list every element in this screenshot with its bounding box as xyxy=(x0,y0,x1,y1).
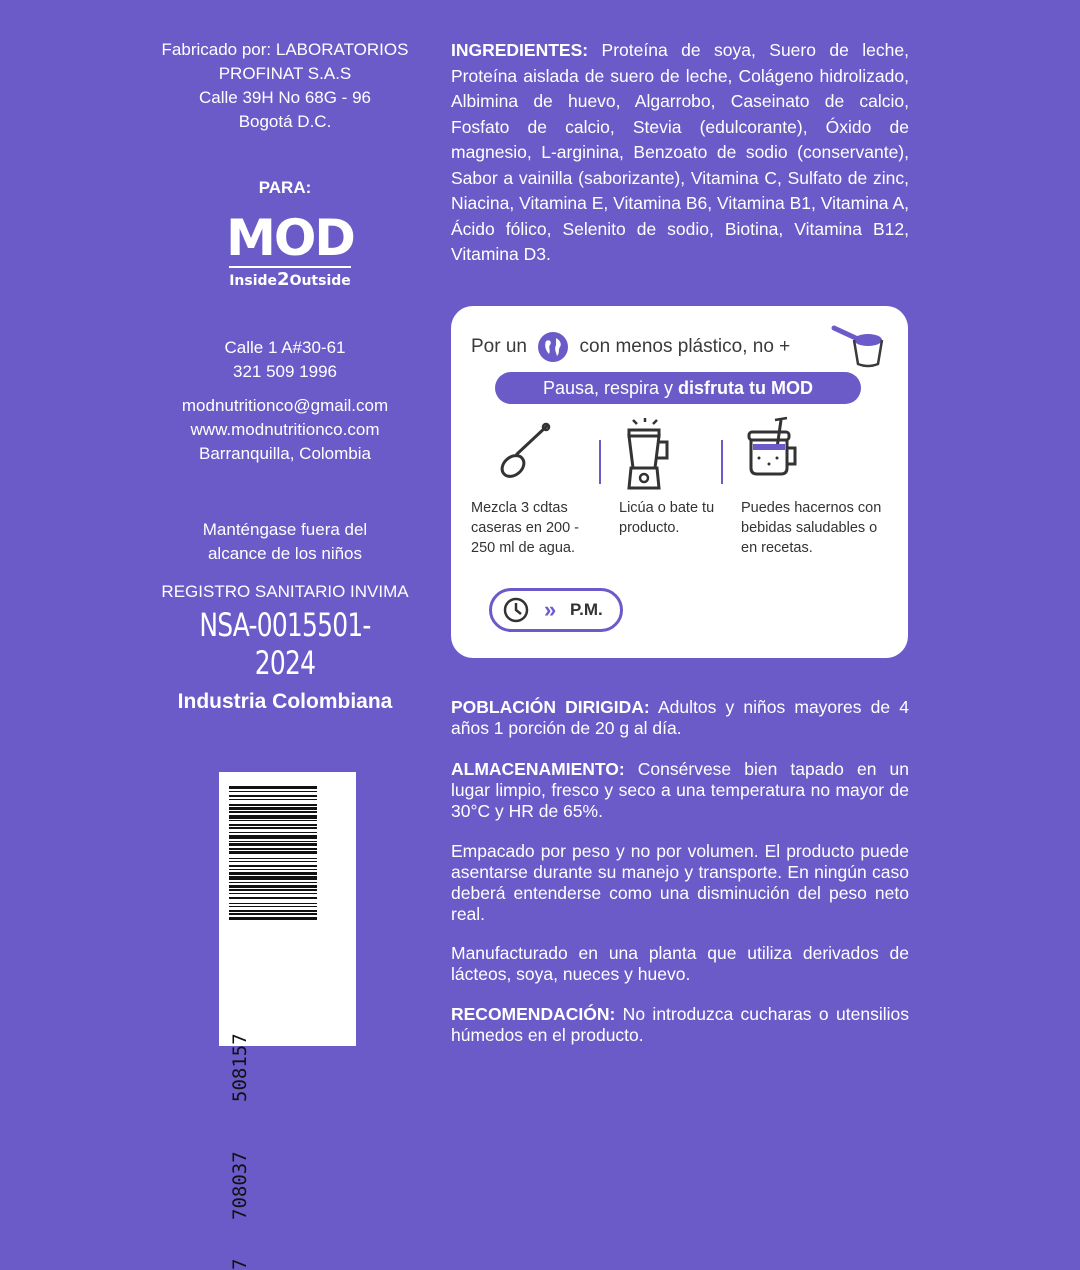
recomendacion xyxy=(451,1004,909,1046)
instructions-card xyxy=(451,306,908,658)
step-recipes xyxy=(741,418,891,558)
notice-line: alcance de los niños xyxy=(207,544,363,563)
barcode-digit-group: 708037 xyxy=(229,1151,251,1220)
manufacturer-info xyxy=(140,38,430,134)
divider xyxy=(721,440,723,484)
almacenamiento xyxy=(451,759,909,822)
step-text: Puedes hacernos con bebidas saludables o en recetas. xyxy=(741,500,882,556)
barcode-digits xyxy=(227,1012,253,1270)
barcode-bar xyxy=(229,872,317,875)
barcode-bar xyxy=(229,910,317,912)
barcode-bar xyxy=(229,791,317,792)
blender-icon xyxy=(619,418,729,498)
barcode-bar xyxy=(229,876,317,880)
city: Barranquilla, Colombia xyxy=(199,444,371,463)
ingredients-label: INGREDIENTES: xyxy=(451,40,589,60)
maker-line: Bogotá D.C. xyxy=(238,112,332,131)
jar-icon xyxy=(741,418,891,498)
barcode-bar xyxy=(229,827,317,829)
barcode-bar xyxy=(229,841,317,842)
barcode-digit-group: 7 xyxy=(229,1258,251,1270)
slogan-part: con menos plástico, no + xyxy=(579,336,791,358)
website: www.modnutritionco.com xyxy=(190,420,380,439)
registro-number: NSA-0015501-2024 xyxy=(199,606,371,682)
barcode-bar xyxy=(229,861,317,862)
barcode-bar xyxy=(229,889,317,891)
barcode-bar xyxy=(229,815,317,819)
slogan-part: Por un xyxy=(471,336,527,358)
manufacturado-note: Manufacturado en una planta que utiliza derivados de lácteos, soya, nueces y huevo. xyxy=(451,943,909,984)
pm-text: P.M. xyxy=(570,600,603,619)
barcode-bar xyxy=(229,913,317,915)
notice-line: Manténgase fuera del xyxy=(202,520,368,539)
barcode-bar xyxy=(229,832,317,833)
spoon-icon xyxy=(471,418,601,498)
card-slogan xyxy=(471,332,790,362)
section-label: ALMACENAMIENTO: xyxy=(451,759,625,779)
registro-label: REGISTRO SANITARIO INVIMA xyxy=(161,582,409,601)
barcode-bar xyxy=(229,869,317,870)
clock-icon xyxy=(502,596,530,624)
empacado-note: Empacado por peso y no por volumen. El producto puede asentarse durante su manejo y transporte. En ningún caso deberá entenderse como una disminución del peso neto real. xyxy=(451,841,909,924)
barcode-bar xyxy=(229,799,317,800)
pm-badge xyxy=(489,588,623,632)
section-text: Consérvese bien tapado en un lugar limpio, fresco y seco a una temperatura no mayor de 30°C y HR de 65%. xyxy=(451,759,909,821)
step-text: Mezcla 3 cdtas caseras en 200 - 250 ml de agua. xyxy=(471,500,580,556)
barcode-bars xyxy=(229,786,317,1036)
ingredients-text: Proteína de soya, Suero de leche, Proteína aislada de suero de leche, Colágeno hidrolizado, Albimina de huevo, Algarrobo, Caseinato de calcio, Fosfato de calcio, Stevia (edulcorante), Óxido de magnesio, L-arginina, Benzoato de sodio (conservante), Sabor a vainilla (saborizante), Vitamina C, Sulfato de zinc, Niacina, Vitamina E, Vitamina B6, Vitamina B1, Vitamina A, Ácido fólico, Selenito de sodio, Biotina, Vitamina B12, Vitamina D3. xyxy=(451,40,909,264)
globe-icon xyxy=(538,332,568,362)
scoop-icon xyxy=(830,318,886,370)
barcode-bar xyxy=(229,843,317,846)
maker-line: Calle 39H No 68G - 96 xyxy=(199,88,371,107)
step-mix xyxy=(471,418,601,558)
slogan-pill: Pausa, respira y disfruta tu MOD xyxy=(495,372,861,404)
section-text: No introduzca cucharas o utensilios húmedos en el producto. xyxy=(451,1004,909,1045)
barcode-bar xyxy=(229,804,317,806)
mod-logo xyxy=(190,210,390,290)
address-line: Calle 1 A#30-61 xyxy=(224,338,346,357)
phone: 321 509 1996 xyxy=(233,362,337,381)
section-text: Adultos y niños mayores de 4 años 1 porción de 20 g al día. xyxy=(451,697,909,738)
barcode-bar xyxy=(229,865,317,867)
poblacion-dirigida xyxy=(451,697,909,739)
barcode-bar xyxy=(229,903,317,904)
contact-info xyxy=(140,394,430,466)
ingredients xyxy=(451,38,909,268)
email: modnutritionco@gmail.com xyxy=(181,396,389,415)
barcode-bar xyxy=(229,795,317,797)
para-label: PARA: xyxy=(258,178,312,197)
section-label: POBLACIÓN DIRIGIDA: xyxy=(451,697,650,717)
barcode-bar xyxy=(229,820,317,821)
industry-label: Industria Colombiana xyxy=(177,690,393,713)
barcode-digit-group: 508157 xyxy=(229,1033,251,1102)
barcode-bar xyxy=(229,917,317,920)
maker-line: Fabricado por: LABORATORIOS xyxy=(161,40,409,59)
barcode-bar xyxy=(229,811,317,813)
logo-text: MOD xyxy=(226,209,354,267)
barcode-bar xyxy=(229,858,317,859)
address xyxy=(140,336,430,384)
barcode xyxy=(219,772,356,1270)
double-chevron-icon: » xyxy=(544,597,557,622)
barcode-bar xyxy=(229,807,317,810)
barcode-bar xyxy=(229,824,317,826)
divider xyxy=(599,440,601,484)
keep-away-notice xyxy=(140,518,430,566)
section-label: RECOMENDACIÓN: xyxy=(451,1004,616,1024)
barcode-bar xyxy=(229,885,317,888)
barcode-bar xyxy=(229,906,317,907)
step-text: Licúa o bate tu producto. xyxy=(619,500,715,536)
barcode-bar xyxy=(229,897,317,899)
barcode-bar xyxy=(229,893,317,894)
step-blend xyxy=(619,418,729,538)
barcode-bar xyxy=(229,835,317,839)
logo-tagline: Inside2Outside xyxy=(229,266,351,290)
barcode-bar xyxy=(229,882,317,883)
barcode-bar xyxy=(229,786,317,789)
barcode-bar xyxy=(229,851,317,854)
barcode-bar xyxy=(229,848,317,850)
maker-line: PROFINAT S.A.S xyxy=(218,64,352,83)
